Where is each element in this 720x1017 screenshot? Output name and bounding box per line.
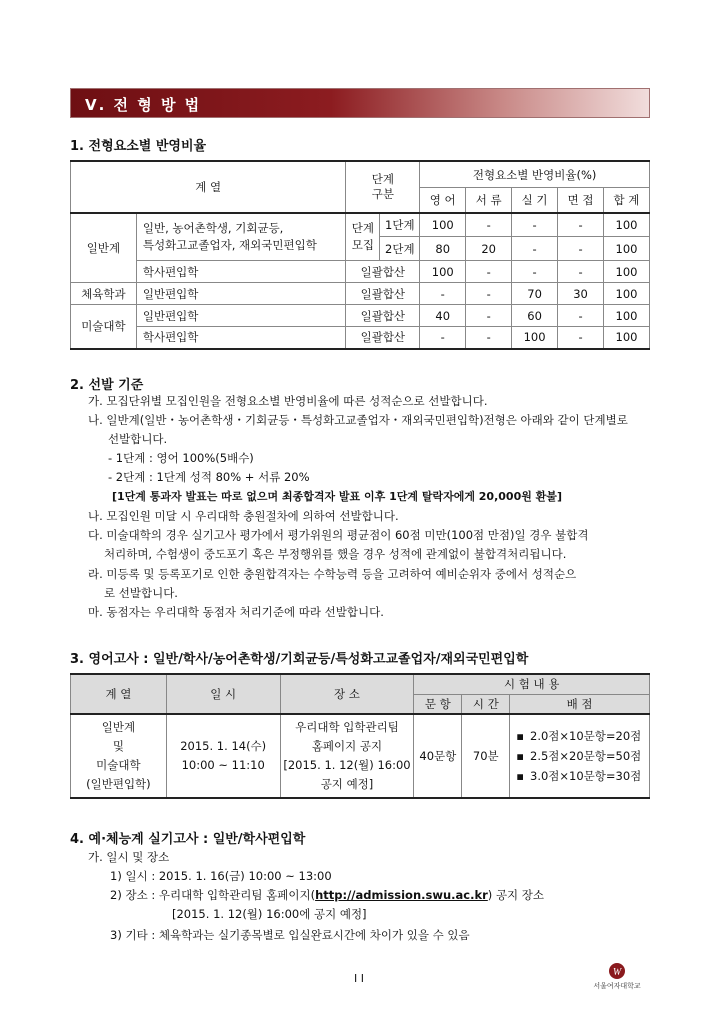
cell: 60 [512,305,558,327]
hdr-doc: 서 류 [466,188,512,214]
s2-line: 로 선발합니다. [104,586,178,600]
s3-title: 3. 영어고사 : 일반/학사/농어촌학생/기회균등/특성화고교졸업자/재외국민편입학 [70,652,529,667]
banner-title: Ⅴ. 전 형 방 법 [85,96,202,114]
s2-line: 나. 일반계(일반・농어촌학생・기회균등・특성화고교졸업자・재외국민편입학)전형은 아래와 같이 단계별로 [88,413,628,427]
row-place: 공지 예정] [320,777,374,791]
s4-place-post: ) 공지 장소 [487,888,545,902]
row-place: [2015. 1. 12(월) 16:00 [283,758,411,772]
hdr-prac: 실 기 [512,188,558,214]
hdr-ratio: 전형요소별 반영비율(%) [420,161,650,188]
row-time: 70분 [462,714,510,798]
row-col: (일반편입학) [86,777,151,791]
cell: - [420,283,466,305]
mode: 일괄합산 [346,305,420,327]
stage-1: 1단계 [380,213,420,237]
admission-link[interactable]: http://admission.swu.ac.kr [315,888,488,902]
row-time-range: 10:00 ~ 11:10 [181,758,265,772]
s2-line: 마. 동점자는 우리대학 동점자 처리기준에 따라 선발합니다. [88,605,384,619]
cell: - [512,213,558,237]
cell: - [558,213,604,237]
hdr-place: 장 소 [280,674,414,714]
sub: 학사편입학 [136,261,346,283]
cell: 100 [603,237,649,261]
s2-line: 처리하며, 수험생이 중도포기 혹은 부정행위를 했을 경우 성적에 관계없이 불합격처리됩니다. [104,547,567,561]
cell: - [558,327,604,349]
s4-line: 1) 일시 : 2015. 1. 16(금) 10:00 ~ 13:00 [110,869,332,883]
mode-stage: 단계 모집 [346,213,380,261]
cell: 100 [603,213,649,237]
s2-title: 2. 선발 기준 [70,378,144,393]
cell: - [512,237,558,261]
s4-title: 4. 예·체능계 실기고사 : 일반/학사편입학 [70,832,306,847]
score-item: ▪ 2.0점×10문항=20점 [516,726,649,746]
cell: - [466,261,512,283]
row-q: 40문항 [414,714,462,798]
cell: 100 [603,305,649,327]
sub: 일반편입학 [136,283,346,305]
cell: 70 [512,283,558,305]
s2-line: - 1단계 : 영어 100%(5배수) [108,451,254,465]
s4-line: 가. 일시 및 장소 [88,850,170,864]
svg-text:W: W [612,967,622,978]
cell: 100 [512,327,558,349]
ratio-table [70,160,650,350]
section-banner [70,88,650,118]
hdr-intv: 면 접 [558,188,604,214]
s2-line: 나. 모집인원 미달 시 우리대학 충원절차에 의하여 선발합니다. [88,509,399,523]
cell: 100 [603,327,649,349]
hdr-col: 계 열 [71,161,346,213]
s1-title: 1. 전형요소별 반영비율 [70,139,207,154]
cell: - [512,261,558,283]
hdr-date: 일 시 [166,674,280,714]
cell: 100 [603,283,649,305]
grp-general: 일반계 [71,213,137,283]
hdr-content: 시 험 내 용 [414,674,650,694]
sub: 학사편입학 [136,327,346,349]
page-number: I I [354,972,364,985]
s4-line [110,886,544,905]
hdr-time: 시 간 [462,694,510,714]
english-exam-table [70,673,650,799]
s4-place-pre: 2) 장소 : 우리대학 입학관리팀 홈페이지( [110,888,316,902]
cell: 100 [603,261,649,283]
s2-line: - 2단계 : 1단계 성적 80% + 서류 20% [108,470,310,484]
mode: 일괄합산 [346,327,420,349]
row-place: 우리대학 입학관리팀 [295,720,399,734]
stage-2: 2단계 [380,237,420,261]
s4-line: [2015. 1. 12(월) 16:00에 공지 예정] [172,907,367,921]
row-col: 및 [112,739,124,753]
row-place: 홈페이지 공지 [311,739,383,753]
hdr-eng: 영 어 [420,188,466,214]
cell: - [466,327,512,349]
cell: - [466,213,512,237]
cell: - [466,283,512,305]
cell: - [558,305,604,327]
row-col: 미술대학 [96,758,141,772]
cell: 40 [420,305,466,327]
hdr-q: 문 항 [414,694,462,714]
cell: - [420,327,466,349]
score-item: ▪ 2.5점×20문항=50점 [516,746,649,766]
cell: - [558,261,604,283]
s4-line: 3) 기타 : 체육학과는 실기종목별로 입실완료시간에 차이가 있을 수 있음 [110,928,470,942]
logo-text: 서울여자대학교 [593,982,641,990]
row-date: 2015. 1. 14(수) [180,739,267,753]
grp-sports: 체육학과 [71,283,137,305]
cell: 100 [420,261,466,283]
score-item: ▪ 3.0점×10문항=30점 [516,766,649,786]
mode: 일괄합산 [346,261,420,283]
row-col: 일반계 [101,720,136,734]
s2-line: 라. 미등록 및 등록포기로 인한 충원합격자는 수학능력 등을 고려하여 예비순위자 중에서 성적순으 [88,567,577,581]
hdr-sum: 합 계 [603,188,649,214]
cell: - [466,305,512,327]
s2-line: 다. 미술대학의 경우 실기고사 평가에서 평가위원의 평균점이 60점 미만(100점 만점)일 경우 불합격 [88,528,589,542]
cell: 30 [558,283,604,305]
cell: 20 [466,237,512,261]
hdr-stage: 단계 구분 [346,161,420,213]
s2-refund-note: [1단계 통과자 발표는 따로 없으며 최종합격자 발표 이후 1단계 탈락자에게 20,000원 환불] [112,490,562,503]
grp-art: 미술대학 [71,305,137,349]
sub: 일반편입학 [136,305,346,327]
university-logo [582,962,652,992]
cell: 80 [420,237,466,261]
hdr-col: 계 열 [71,674,167,714]
cell: - [558,237,604,261]
cell: 100 [420,213,466,237]
s2-line: 가. 모집단위별 모집인원을 전형요소별 반영비율에 따른 성적순으로 선발합니다. [88,394,488,408]
hdr-score: 배 점 [510,694,650,714]
sub-general: 일반, 농어촌학생, 기회균등, 특성화고교졸업자, 재외국민편입학 [136,213,346,261]
s2-line: 선발합니다. [108,432,168,446]
mode: 일괄합산 [346,283,420,305]
